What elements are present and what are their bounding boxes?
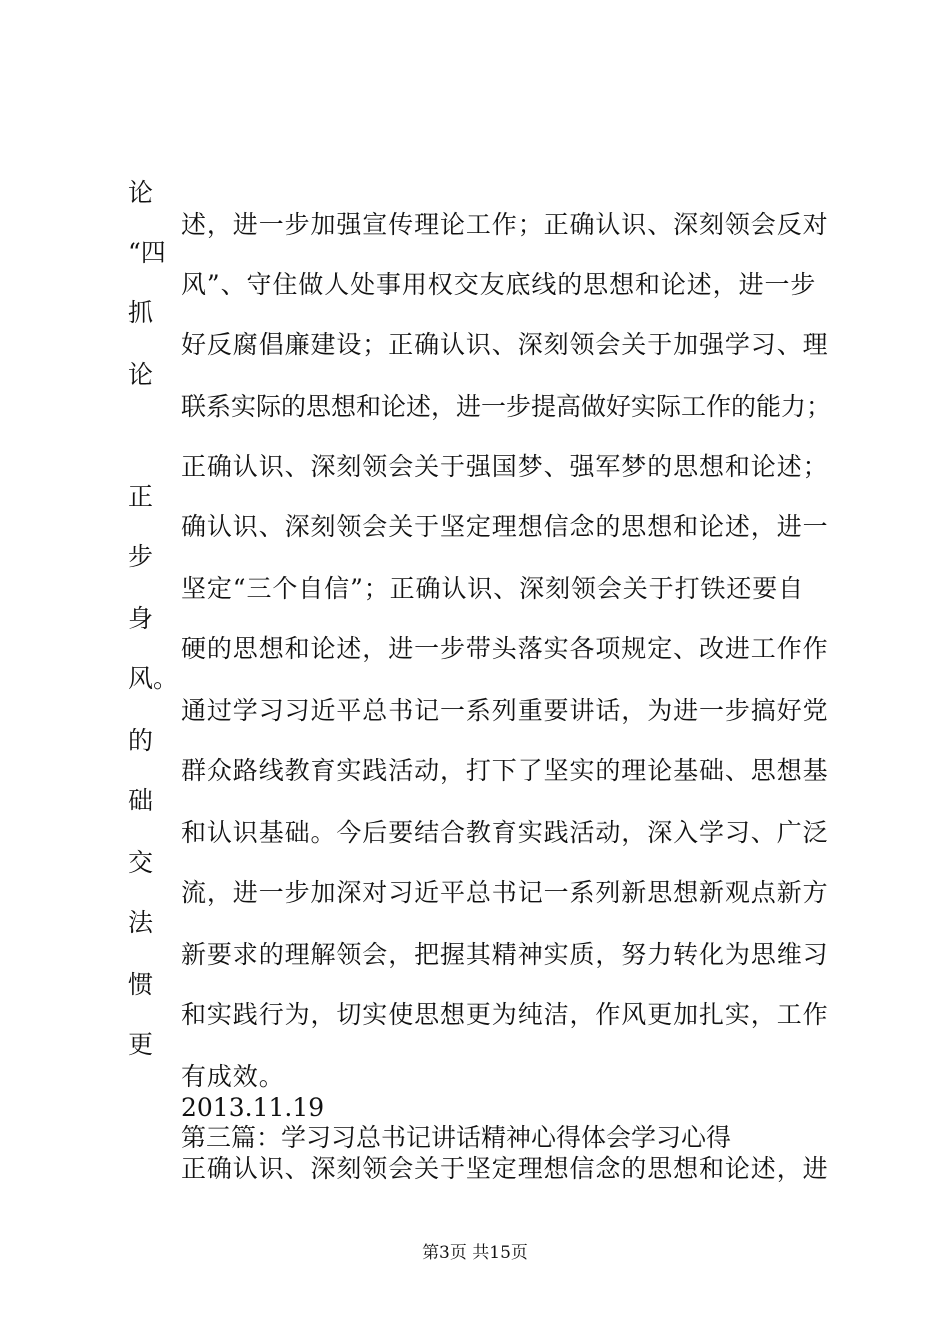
body-line-15: 有成效。 xyxy=(181,1062,285,1091)
left-fragment-7: 身 xyxy=(128,604,154,633)
left-fragment-11: 交 xyxy=(128,848,154,877)
left-fragment-13: 惯 xyxy=(128,970,154,999)
left-fragment-6: 步 xyxy=(128,542,154,571)
body-line-last: 正确认识、深刻领会关于坚定理想信念的思想和论述，进 xyxy=(181,1154,829,1183)
body-line-12: 流，进一步加深对习近平总书记一系列新思想新观点新方 xyxy=(181,878,829,907)
left-fragment-4: 论 xyxy=(128,360,154,389)
left-fragment-14: 更 xyxy=(128,1030,154,1059)
left-fragment-9: 的 xyxy=(128,726,154,755)
left-fragment-1: 论 xyxy=(128,178,154,207)
body-line-8: 硬的思想和论述，进一步带头落实各项规定、改进工作作 xyxy=(181,634,829,663)
body-line-3: 好反腐倡廉建设；正确认识、深刻领会关于加强学习、理 xyxy=(181,330,829,359)
body-line-5: 正确认识、深刻领会关于强国梦、强军梦的思想和论述； xyxy=(181,452,829,481)
body-line-9: 通过学习习近平总书记一系列重要讲话，为进一步搞好党 xyxy=(181,696,829,725)
left-fragment-3: 抓 xyxy=(128,298,154,327)
left-fragment-12: 法 xyxy=(128,908,154,937)
body-line-6: 确认识、深刻领会关于坚定理想信念的思想和论述，进一 xyxy=(181,512,829,541)
page-footer xyxy=(0,1242,950,1264)
body-line-13: 新要求的理解领会，把握其精神实质，努力转化为思维习 xyxy=(181,940,829,969)
date-line: 2013.11.19 xyxy=(181,1093,325,1122)
body-line-1: 述，进一步加强宣传理论工作；正确认识、深刻领会反对 xyxy=(181,210,829,239)
body-line-14: 和实践行为，切实使思想更为纯洁，作风更加扎实，工作 xyxy=(181,1000,829,1029)
body-line-4: 联系实际的思想和论述，进一步提高做好实际工作的能力； xyxy=(181,392,832,421)
body-line-10: 群众路线教育实践活动，打下了坚实的理论基础、思想基 xyxy=(181,756,829,785)
body-line-7: 坚定“三个自信”；正确认识、深刻领会关于打铁还要自 xyxy=(181,574,805,603)
left-fragment-10: 础 xyxy=(128,786,154,815)
left-fragment-5: 正 xyxy=(128,482,154,511)
body-line-11: 和认识基础。今后要结合教育实践活动，深入学习、广泛 xyxy=(181,818,829,847)
section-title: 第三篇：学习习总书记讲话精神心得体会学习心得 xyxy=(181,1123,732,1152)
body-line-2: 风”、守住做人处事用权交友底线的思想和论述，进一步 xyxy=(181,270,817,299)
left-fragment-2: “四 xyxy=(128,238,166,267)
page-number-label: 第3页 共15页 xyxy=(422,1243,528,1263)
left-fragment-8: 风。 xyxy=(128,664,179,693)
